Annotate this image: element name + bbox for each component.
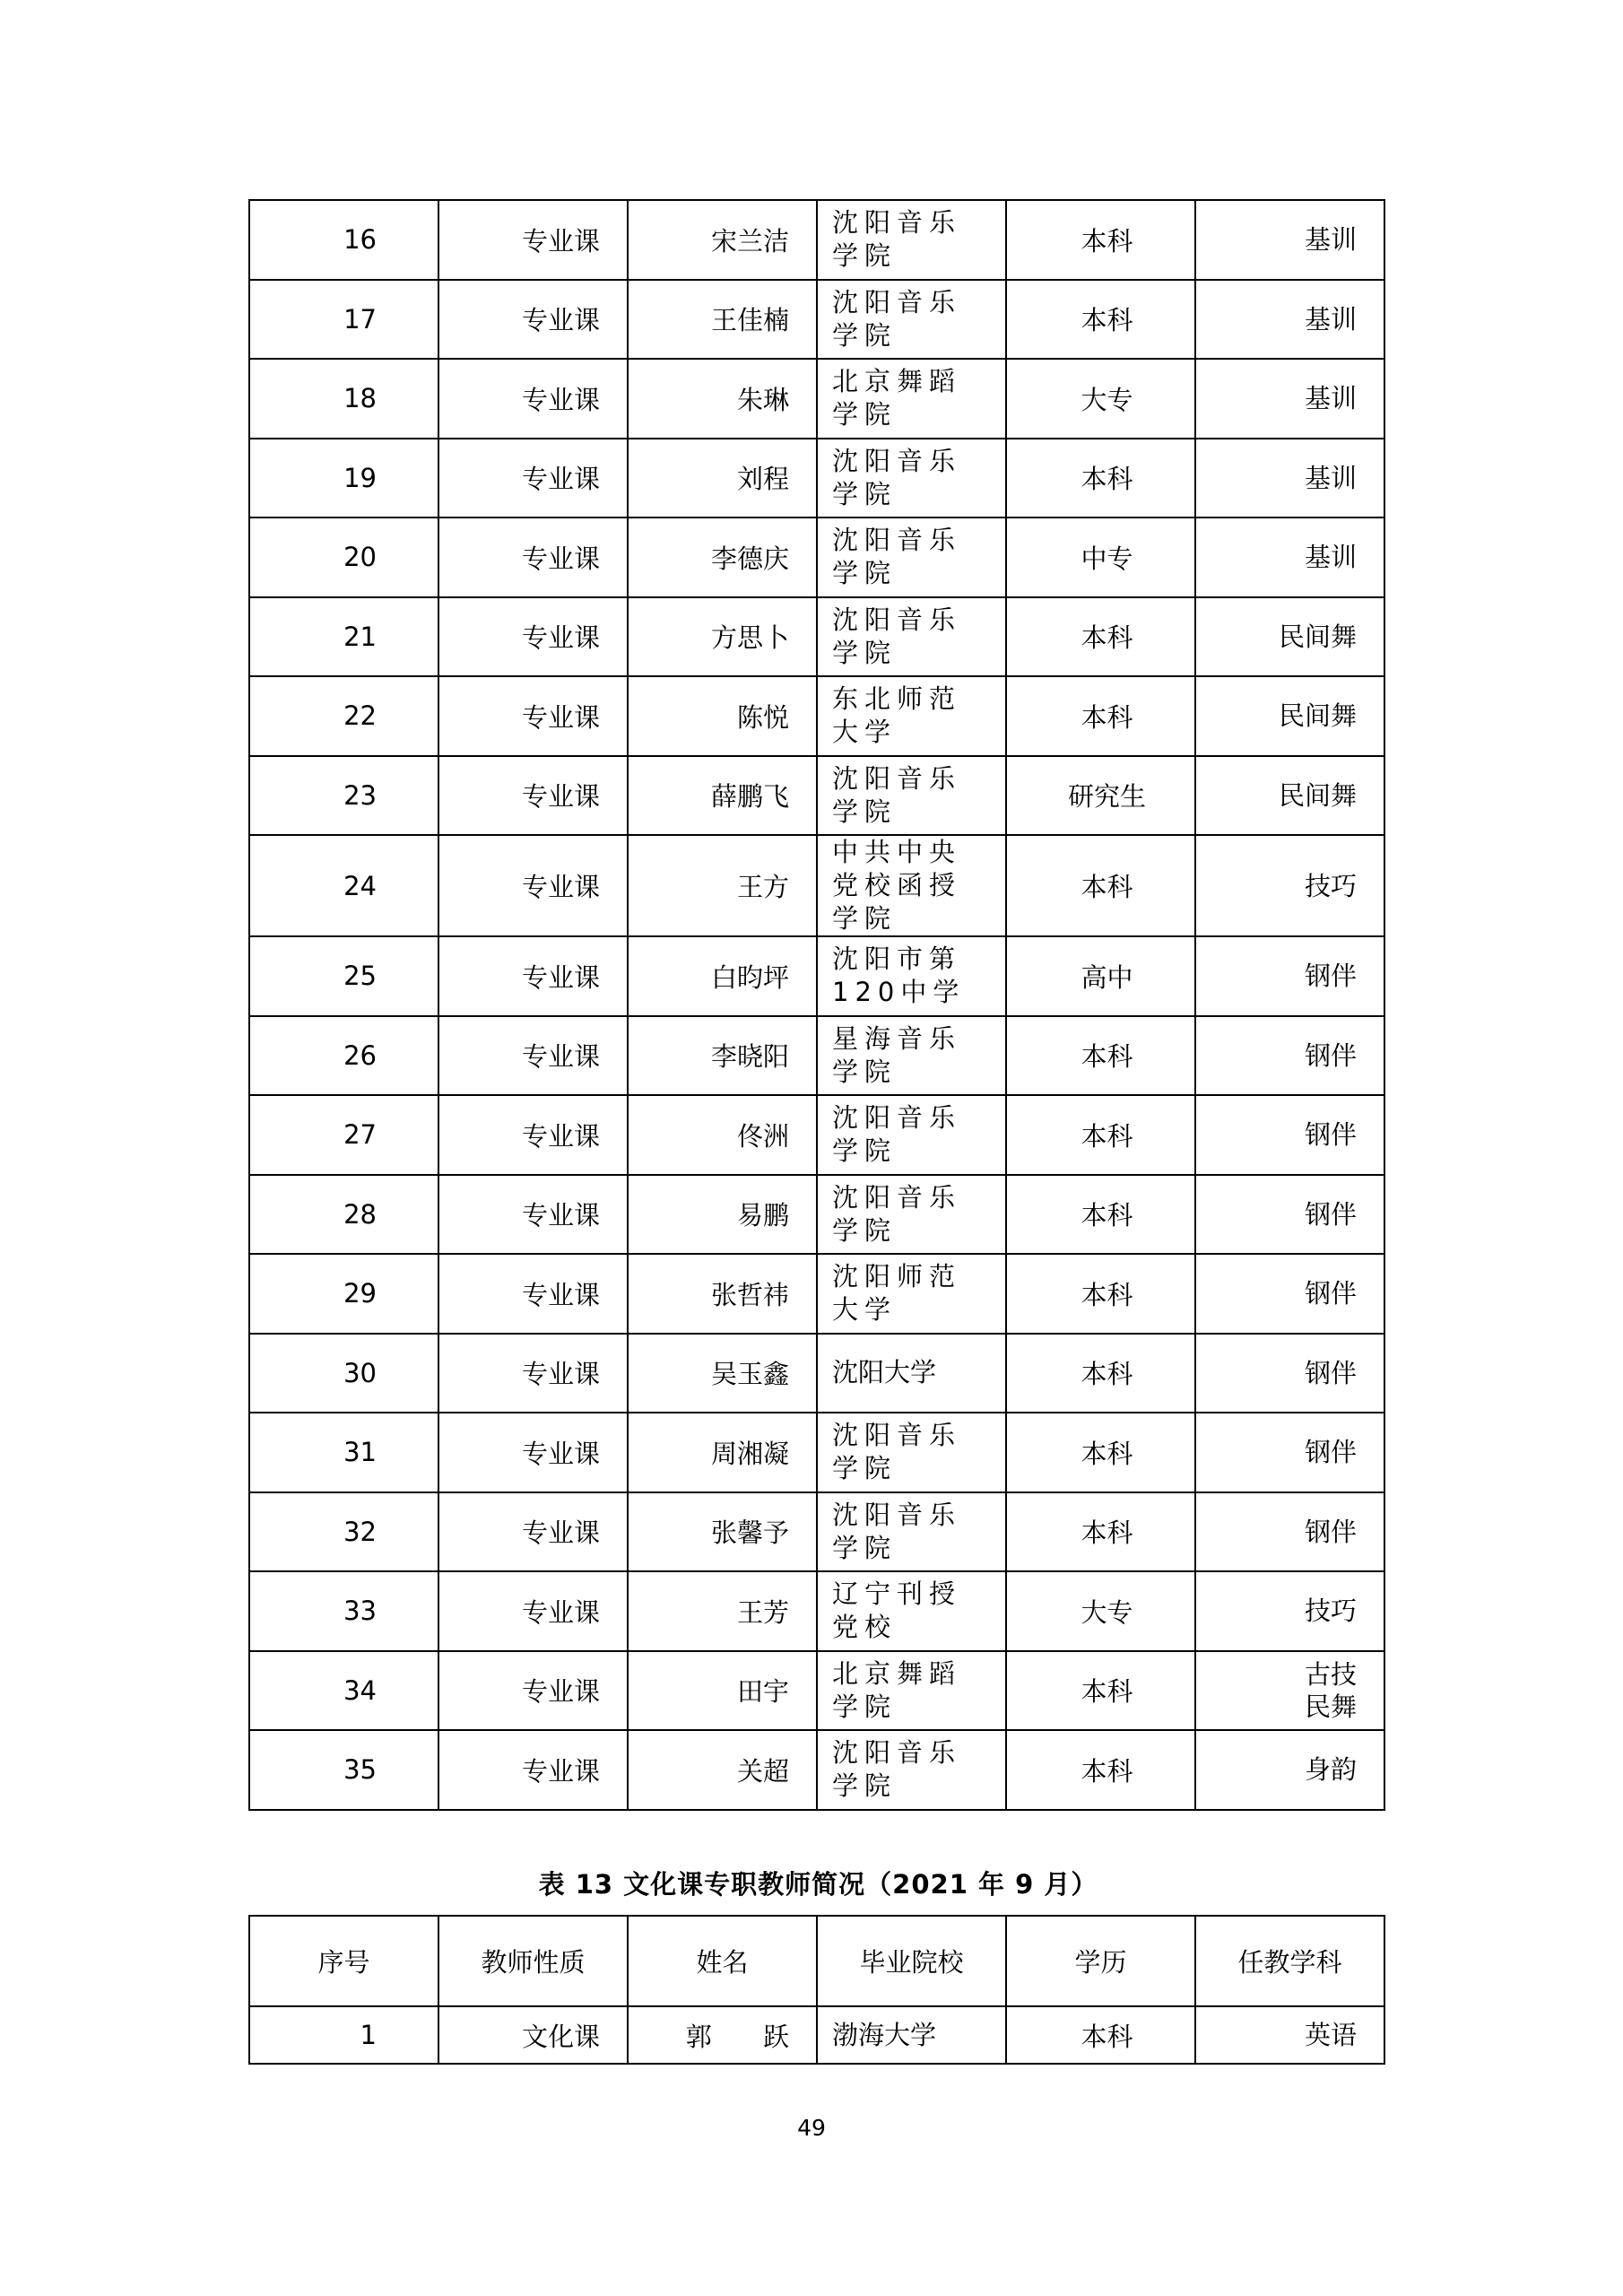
table-row: [249, 1651, 1384, 1731]
table-row: [249, 359, 1384, 439]
table-row: [249, 1571, 1384, 1651]
cell-type: 专业课: [438, 439, 628, 518]
cell-type: 专业课: [438, 835, 628, 936]
cell-subject: 钢伴: [1195, 936, 1384, 1016]
cell-type: 专业课: [438, 676, 628, 756]
cell-subject-line: 古技: [1304, 1658, 1357, 1690]
cell-school: 中共中央党校函授学院: [817, 835, 1006, 936]
cell-education: 本科: [1006, 1175, 1195, 1255]
cell-name: 王方: [628, 835, 817, 936]
cell-no: 28: [249, 1175, 438, 1255]
table-row: [249, 835, 1384, 936]
header-education: 学历: [1006, 1916, 1195, 2006]
cell-school: 辽宁刊授党校: [817, 1571, 1006, 1651]
table-row: [249, 280, 1384, 360]
cell-school: 沈阳音乐学院: [817, 439, 1006, 518]
table-row: [249, 439, 1384, 518]
cell-no: 34: [249, 1651, 438, 1731]
cell-subject: 基训: [1195, 200, 1384, 280]
cell-no: 33: [249, 1571, 438, 1651]
cell-name: [628, 2006, 817, 2064]
table-row: [249, 1413, 1384, 1492]
cell-type: 专业课: [438, 1492, 628, 1572]
cell-type: 专业课: [438, 517, 628, 597]
cell-name: 关超: [628, 1730, 817, 1810]
cell-type: 专业课: [438, 1730, 628, 1810]
table-row: [249, 1254, 1384, 1334]
cell-school: 沈阳音乐学院: [817, 1492, 1006, 1572]
table-row: [249, 1730, 1384, 1810]
cell-name: 张馨予: [628, 1492, 817, 1572]
table-row: [249, 1175, 1384, 1255]
cell-name: 田宇: [628, 1651, 817, 1731]
cell-no: 16: [249, 200, 438, 280]
cell-school: 北京舞蹈学院: [817, 1651, 1006, 1731]
cell-type: 专业课: [438, 1095, 628, 1175]
cell-education: 本科: [1006, 676, 1195, 756]
table-row: [249, 200, 1384, 280]
cell-education: 本科: [1006, 835, 1195, 936]
cell-no: 27: [249, 1095, 438, 1175]
cell-type: 文化课: [438, 2006, 628, 2064]
cell-no: 19: [249, 439, 438, 518]
cell-name: 李晓阳: [628, 1016, 817, 1096]
cell-school: 东北师范大学: [817, 676, 1006, 756]
cell-subject-line: 民舞: [1304, 1691, 1357, 1722]
cell-no: 21: [249, 597, 438, 677]
cell-type: 专业课: [438, 1254, 628, 1334]
header-name: 姓名: [628, 1916, 817, 2006]
cell-type: 专业课: [438, 1334, 628, 1413]
header-school: 毕业院校: [817, 1916, 1006, 2006]
cell-name: 易鹏: [628, 1175, 817, 1255]
cell-type: 专业课: [438, 597, 628, 677]
cell-no: 24: [249, 835, 438, 936]
cell-education: 本科: [1006, 439, 1195, 518]
cell-subject: 民间舞: [1195, 676, 1384, 756]
cell-school: 星海音乐学院: [817, 1016, 1006, 1096]
cell-education: 大专: [1006, 359, 1195, 439]
cell-no: 35: [249, 1730, 438, 1810]
cell-no: 32: [249, 1492, 438, 1572]
cell-education: 本科: [1006, 200, 1195, 280]
cell-type: 专业课: [438, 1413, 628, 1492]
cell-education: 大专: [1006, 1571, 1195, 1651]
cell-name: 方思卜: [628, 597, 817, 677]
cell-name: 白昀坪: [628, 936, 817, 1016]
cell-subject: [1195, 1651, 1384, 1731]
cell-type: 专业课: [438, 359, 628, 439]
cell-no: 23: [249, 756, 438, 836]
table-row: [249, 1334, 1384, 1413]
cell-education: 本科: [1006, 1334, 1195, 1413]
cell-name: 张哲祎: [628, 1254, 817, 1334]
table-row: [249, 2006, 1384, 2064]
cell-subject: 英语: [1195, 2006, 1384, 2064]
cell-type: 专业课: [438, 200, 628, 280]
cell-subject: 基训: [1195, 280, 1384, 360]
table-row: [249, 756, 1384, 836]
cell-school: 渤海大学: [817, 2006, 1006, 2064]
cell-subject: 钢伴: [1195, 1095, 1384, 1175]
cell-type: 专业课: [438, 756, 628, 836]
cell-school: 北京舞蹈学院: [817, 359, 1006, 439]
table-row: [249, 517, 1384, 597]
cell-education: 本科: [1006, 1413, 1195, 1492]
cell-type: 专业课: [438, 1016, 628, 1096]
cell-school: 沈阳音乐学院: [817, 1413, 1006, 1492]
cell-education: 本科: [1006, 280, 1195, 360]
cell-subject: 钢伴: [1195, 1492, 1384, 1572]
cell-type: 专业课: [438, 936, 628, 1016]
table-row: [249, 1095, 1384, 1175]
cell-name: 王芳: [628, 1571, 817, 1651]
cell-school: 沈阳音乐学院: [817, 517, 1006, 597]
cell-no: 1: [249, 2006, 438, 2064]
header-subject: 任教学科: [1195, 1916, 1384, 2006]
table-row: [249, 1016, 1384, 1096]
cell-name: 薛鹏飞: [628, 756, 817, 836]
cell-name: 李德庆: [628, 517, 817, 597]
cell-no: 30: [249, 1334, 438, 1413]
cell-school: 沈阳音乐学院: [817, 1095, 1006, 1175]
cell-name: 佟洲: [628, 1095, 817, 1175]
cell-type: 专业课: [438, 1651, 628, 1731]
cell-no: 22: [249, 676, 438, 756]
cell-name: 周湘凝: [628, 1413, 817, 1492]
teacher-table-body: [249, 200, 1384, 1810]
table-row: [249, 597, 1384, 677]
cell-subject: 技巧: [1195, 1571, 1384, 1651]
cell-name: 王佳楠: [628, 280, 817, 360]
cell-no: 18: [249, 359, 438, 439]
table-row: [249, 676, 1384, 756]
cell-no: 26: [249, 1016, 438, 1096]
header-type: 教师性质: [438, 1916, 628, 2006]
cell-education: 本科: [1006, 2006, 1195, 2064]
cell-subject: 钢伴: [1195, 1254, 1384, 1334]
table-header-row: [249, 1916, 1384, 2006]
cell-type: 专业课: [438, 1175, 628, 1255]
cell-subject: 民间舞: [1195, 756, 1384, 836]
cell-education: 中专: [1006, 517, 1195, 597]
cell-name: 陈悦: [628, 676, 817, 756]
page-number: 49: [797, 2115, 826, 2141]
table-13-caption: 表 13 文化课专职教师简况（2021 年 9 月）: [538, 1869, 1098, 1900]
cell-school: 沈阳师范大学: [817, 1254, 1006, 1334]
table-row: [249, 1492, 1384, 1572]
cell-education: 本科: [1006, 1492, 1195, 1572]
cell-school: 沈阳音乐学院: [817, 1175, 1006, 1255]
cell-subject: 钢伴: [1195, 1413, 1384, 1492]
cell-education: 本科: [1006, 1095, 1195, 1175]
cell-subject: 钢伴: [1195, 1175, 1384, 1255]
cell-school: 沈阳音乐学院: [817, 756, 1006, 836]
cell-name: 刘程: [628, 439, 817, 518]
cell-education: 本科: [1006, 1651, 1195, 1731]
cell-education: 高中: [1006, 936, 1195, 1016]
cell-education: 本科: [1006, 1016, 1195, 1096]
cell-type: 专业课: [438, 280, 628, 360]
cell-subject: 基训: [1195, 439, 1384, 518]
cell-no: 20: [249, 517, 438, 597]
culture-teacher-table: [248, 1915, 1385, 2065]
header-no: 序号: [249, 1916, 438, 2006]
cell-subject: 基训: [1195, 359, 1384, 439]
cell-name: 吴玉鑫: [628, 1334, 817, 1413]
cell-no: 17: [249, 280, 438, 360]
cell-school: 沈阳音乐学院: [817, 1730, 1006, 1810]
cell-subject: 基训: [1195, 517, 1384, 597]
cell-no: 29: [249, 1254, 438, 1334]
cell-school: 沈阳市第120中学: [817, 936, 1006, 1016]
cell-subject: 技巧: [1195, 835, 1384, 936]
cell-no: 25: [249, 936, 438, 1016]
teacher-table-continued: [248, 199, 1385, 1811]
cell-school: 沈阳大学: [817, 1334, 1006, 1413]
cell-name: 朱琳: [628, 359, 817, 439]
cell-type: 专业课: [438, 1571, 628, 1651]
cell-subject: 民间舞: [1195, 597, 1384, 677]
cell-education: 本科: [1006, 597, 1195, 677]
cell-subject: 钢伴: [1195, 1016, 1384, 1096]
cell-subject: 钢伴: [1195, 1334, 1384, 1413]
table-row: [249, 936, 1384, 1016]
cell-school: 沈阳音乐学院: [817, 280, 1006, 360]
cell-subject: 身韵: [1195, 1730, 1384, 1810]
cell-school: 沈阳音乐学院: [817, 597, 1006, 677]
cell-education: 研究生: [1006, 756, 1195, 836]
cell-education: 本科: [1006, 1730, 1195, 1810]
cell-school: 沈阳音乐学院: [817, 200, 1006, 280]
cell-name: 宋兰洁: [628, 200, 817, 280]
cell-no: 31: [249, 1413, 438, 1492]
cell-name-text: 郭 跃: [685, 2021, 811, 2052]
cell-education: 本科: [1006, 1254, 1195, 1334]
